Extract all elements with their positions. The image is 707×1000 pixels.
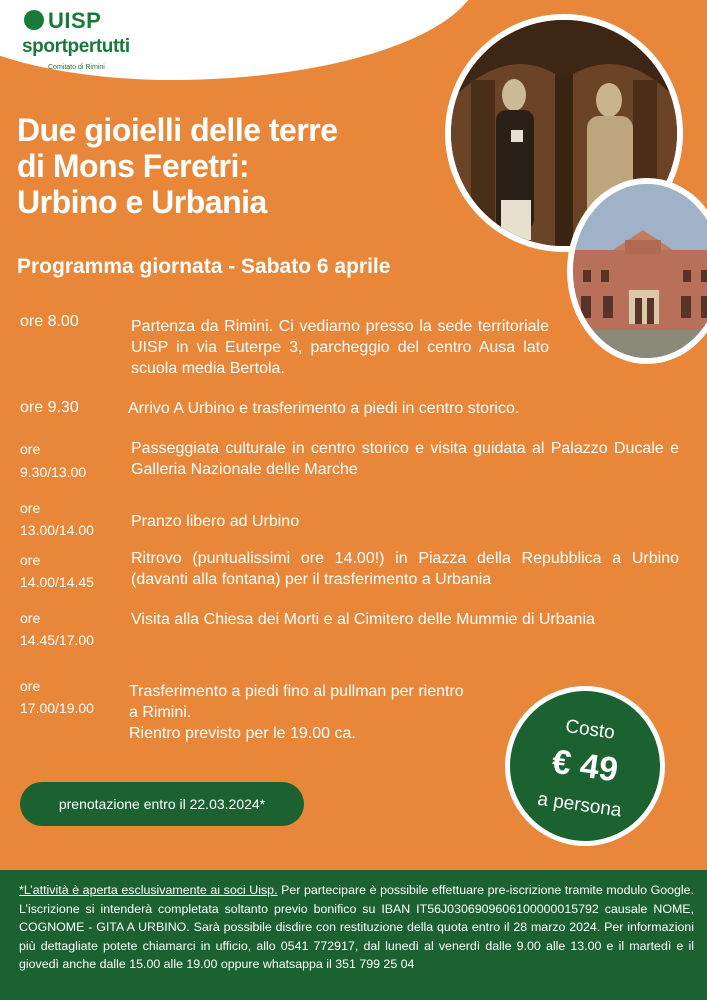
schedule-time: ore — [20, 552, 41, 568]
logo-committee: Comitato di Rimini — [48, 64, 105, 71]
schedule-time: ore — [20, 500, 41, 516]
schedule-time-range: 17.00/19.00 — [20, 700, 94, 716]
footer-text — [19, 881, 694, 974]
price-label: Costo — [564, 716, 617, 744]
title-line: Urbino e Urbania — [17, 184, 267, 220]
schedule-desc — [129, 681, 529, 744]
schedule-desc: Partenza da Rimini. Ci vediamo presso la sede territoriale UISP in via Euterpe 3, parcheggio del centro Ausa lato scuola media Bertola. — [131, 318, 549, 377]
schedule-time: ore 8.00 — [20, 313, 79, 330]
schedule-desc: Pranzo libero ad Urbino — [131, 513, 300, 530]
schedule-desc: Ritrovo (puntualissimi ore 14.00!) in Piazza della Repubblica a Urbino (davanti alla fontana) per il trasferimento a Urbania — [131, 550, 679, 588]
schedule-time: ore — [20, 441, 41, 457]
title-line: Due gioielli delle terre — [17, 112, 338, 148]
footer-details: Per partecipare è possibile effettuare pre-iscrizione tramite modulo Google. L’iscrizione si intenderà completata soltanto previo bonifico su IBAN IT56J0306909606100000015792 causale NOME, COGNOME - GITA A URBINO. Sarà possibile disdire con restituzione della quota entro il 28 marzo 2024. Per informazioni più dettagliate potete chiamarci in ufficio, allo 0541 772917, dal lunedì al venerdì dalle 9.00 alle 13.00 e il martedì e il giovedì anche dalle 15.00 alle 19.00 oppure whatsappa il 351 799 25 04 — [19, 883, 694, 971]
booking-deadline-pill: prenotazione entro il 22.03.2024* — [20, 782, 304, 826]
schedule-desc-line: Trasferimento a piedi fino al pullman per rientro — [129, 683, 464, 700]
schedule-time-range: 14.45/17.00 — [20, 632, 94, 648]
schedule-time: ore — [20, 678, 41, 694]
logo-tagline: sportpertutti — [22, 36, 130, 57]
schedule-time: ore 9.30 — [20, 399, 79, 416]
uisp-logo — [22, 6, 137, 76]
schedule-time: ore — [20, 610, 41, 626]
title-line: di Mons Feretri: — [17, 148, 250, 184]
schedule-desc: Visita alla Chiesa dei Morti e al Cimitero delle Mummie di Urbania — [131, 611, 595, 628]
schedule-desc-line: Rientro previsto per le 19.00 ca. — [129, 725, 356, 742]
schedule-desc: Arrivo A Urbino e trasferimento a piedi in centro storico. — [128, 400, 520, 417]
price-unit: a persona — [536, 788, 623, 822]
page-title — [17, 112, 437, 220]
schedule-time-range: 9.30/13.00 — [20, 464, 87, 480]
schedule-desc-line: a Rimini. — [129, 704, 192, 721]
footer-info — [0, 870, 707, 1000]
program-subtitle: Programma giornata - Sabato 6 aprile — [17, 255, 391, 278]
uisp-globe-icon — [24, 10, 44, 30]
price-value: € 49 — [549, 742, 621, 790]
footer-members-only: *L’attività è aperta esclusivamente ai soci Uisp. — [19, 883, 278, 897]
church-photo-icon — [573, 184, 707, 358]
schedule-time-range: 14.00/14.45 — [20, 574, 94, 590]
schedule-desc: Passeggiata culturale in centro storico e visita guidata al Palazzo Ducale e Galleria Nazionale delle Marche — [131, 440, 679, 478]
schedule-time-range: 13.00/14.00 — [20, 522, 94, 538]
logo-brand: UISP — [48, 8, 102, 33]
